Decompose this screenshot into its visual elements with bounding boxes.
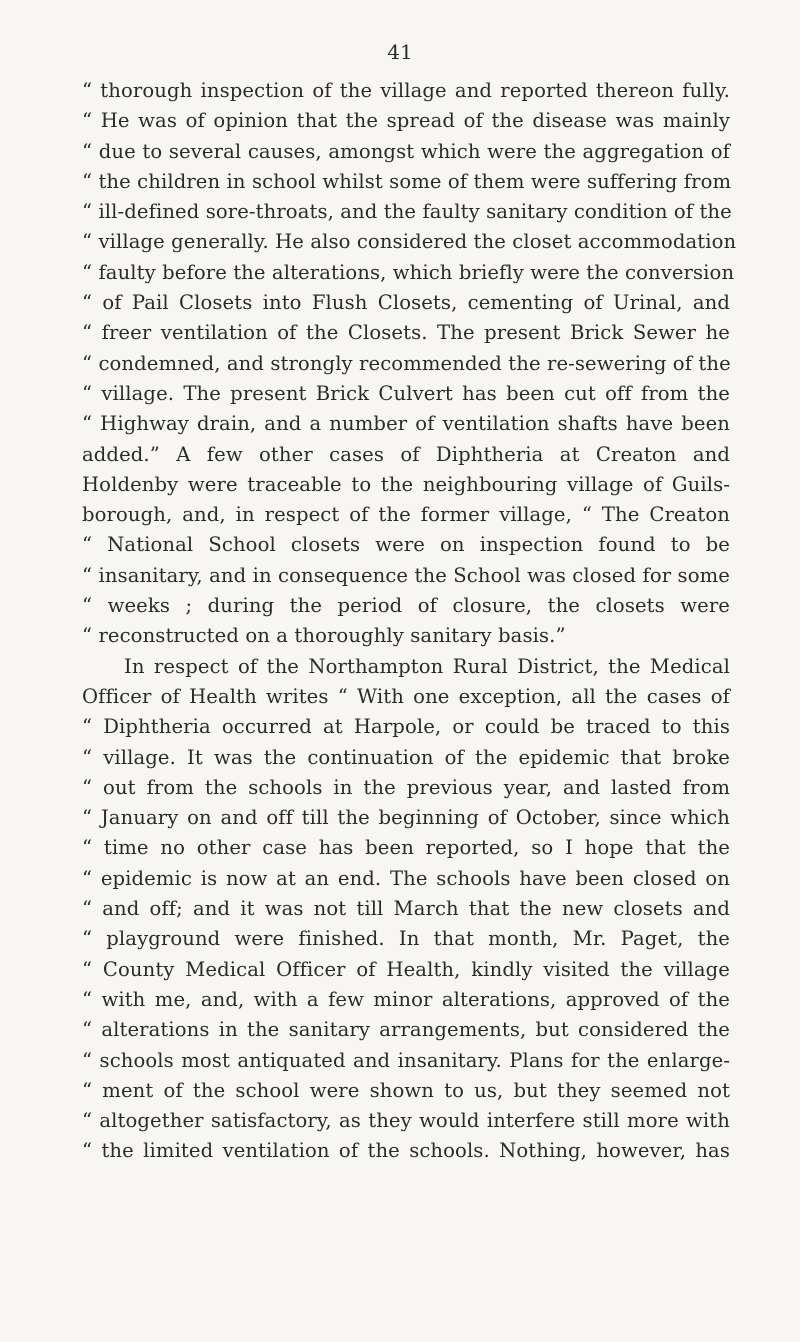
text-line: “ with me, and, with a few minor alterations, approved of the: [82, 987, 730, 1011]
text-line: “ Diphtheria occurred at Harpole, or could be traced to this: [82, 715, 730, 739]
text-line: “ the children in school whilst some of them were suffering from: [82, 169, 732, 193]
text-line: “ the limited ventilation of the schools. Nothing, however, has: [82, 1139, 730, 1163]
text-line: “ and off; and it was not till March that the new closets and: [82, 897, 730, 921]
text-line: “ playground were finished. In that month, Mr. Paget, the: [82, 927, 730, 951]
text-line: “ village. The present Brick Culvert has been cut off from the: [82, 381, 730, 405]
text-line: “ insanitary, and in consequence the School was closed for some: [82, 563, 730, 587]
text-line: “ of Pail Closets into Flush Closets, cementing of Urinal, and: [82, 291, 730, 315]
text-line: “ freer ventilation of the Closets. The present Brick Sewer he: [82, 321, 730, 345]
text-line: “ ment of the school were shown to us, but they seemed not: [82, 1078, 730, 1102]
text-line: Holdenby were traceable to the neighbouring village of Guils-: [82, 472, 730, 496]
text-line: “ January on and off till the beginning of October, since which: [82, 806, 730, 830]
text-line: “ He was of opinion that the spread of the disease was mainly: [82, 109, 730, 133]
text-line: “ village. It was the continuation of the epidemic that broke: [82, 745, 730, 769]
text-line: “ alterations in the sanitary arrangements, but considered the: [82, 1018, 730, 1042]
text-line: “ National School closets were on inspection found to be: [82, 533, 730, 557]
text-line-paragraph-end: “ reconstructed on a thoroughly sanitary basis.”: [82, 624, 566, 648]
text-line: “ faulty before the alterations, which briefly were the conversion: [82, 260, 735, 284]
text-line: “ weeks ; during the period of closure, the closets were: [82, 594, 730, 618]
page-number: 41: [387, 40, 413, 64]
text-line: “ County Medical Officer of Health, kindly visited the village: [82, 957, 730, 981]
text-line: “ ill-defined sore-throats, and the faulty sanitary condition of the: [82, 200, 732, 224]
text-line: “ condemned, and strongly recommended the re-sewering of the: [82, 351, 731, 375]
text-line: “ village generally. He also considered the closet accommodation: [82, 230, 737, 254]
text-line: “ altogether satisfactory, as they would interfere still more with: [82, 1109, 730, 1133]
text-line: “ thorough inspection of the village and reported thereon fully.: [82, 79, 730, 102]
text-line: “ out from the schools in the previous year, and lasted from: [82, 775, 730, 799]
body-text: [82, 76, 737, 1167]
text-line: “ epidemic is now at an end. The schools have been closed on: [82, 866, 730, 890]
text-line: In respect of the Northampton Rural District, the Medical: [124, 654, 730, 678]
text-line: “ time no other case has been reported, so I hope that the: [82, 836, 730, 860]
text-line: Officer of Health writes “ With one exception, all the cases of: [82, 684, 730, 708]
text-line: “ schools most antiquated and insanitary. Plans for the enlarge-: [82, 1048, 730, 1072]
text-line: “ Highway drain, and a number of ventilation shafts have been: [82, 412, 730, 436]
text-line: “ due to several causes, amongst which were the aggregation of: [82, 139, 730, 163]
text-line: added.” A few other cases of Diphtheria at Creaton and: [82, 442, 730, 466]
text-line: borough, and, in respect of the former village, “ The Creaton: [82, 503, 730, 527]
